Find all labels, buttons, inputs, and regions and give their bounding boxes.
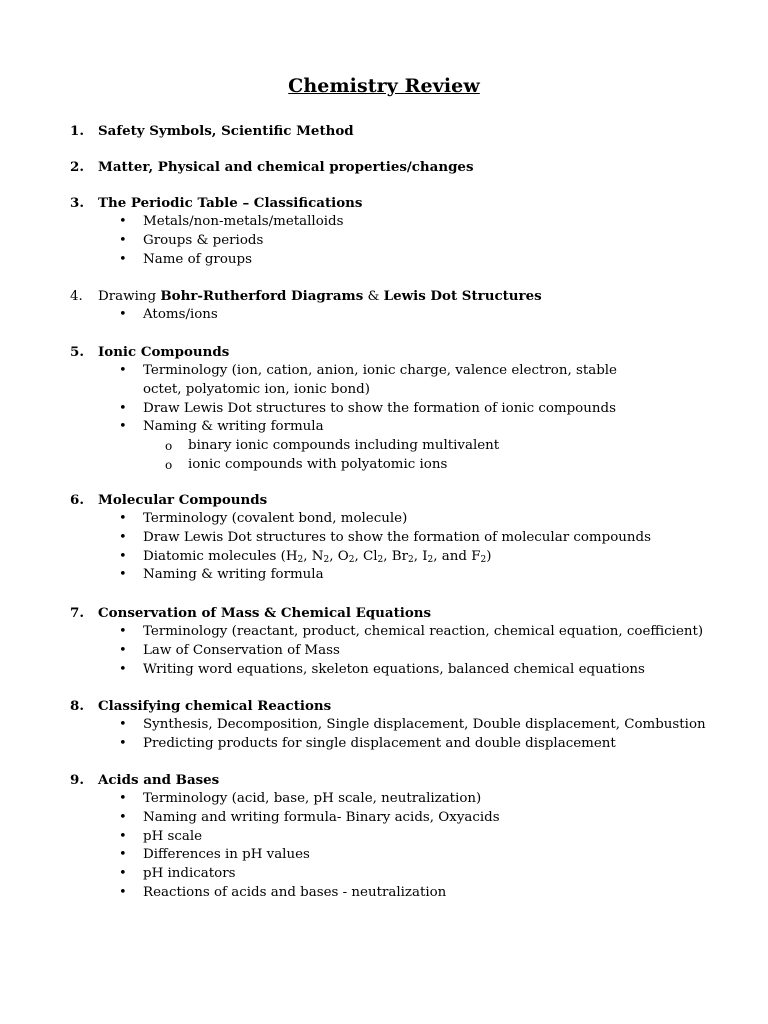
section-4 (0, 287, 768, 325)
section-8 (0, 697, 768, 754)
bullet-icon: • (119, 214, 127, 229)
bullet-icon: • (119, 717, 127, 732)
section-number: 8. (70, 698, 84, 714)
list-item: • Predicting products for single displacement and double displacement (0, 735, 768, 754)
bullet-icon: • (119, 232, 127, 248)
section-number: 6. (70, 492, 84, 508)
section-heading: Safety Symbols, Scientific Method (98, 123, 354, 139)
bullet-icon: • (119, 661, 127, 677)
sub-list-item: o ionic compounds with polyatomic ions (0, 456, 768, 475)
list-item: • Atoms/ions (0, 306, 768, 325)
section-6 (0, 491, 768, 585)
section-2 (0, 158, 768, 177)
section-number: 5. (70, 344, 84, 360)
list-item: • Terminology (covalent bond, molecule) (0, 510, 768, 529)
section-number: 1. (70, 123, 84, 139)
bullet-icon: • (119, 400, 127, 416)
section-number: 2. (70, 159, 84, 175)
bullet-icon: • (119, 511, 127, 526)
document-title: Chemistry Review (288, 75, 480, 97)
section-heading: Conservation of Mass & Chemical Equations (98, 605, 432, 621)
list-item: • Law of Conservation of Mass (0, 642, 768, 661)
diatomic-text: Diatomic molecules ($H_2$, $N_2$, $O_2$, $Cl_2$, $Br_2$, $I_2$, and $F_2$) (143, 548, 492, 565)
list-item: • Groups & periods (0, 232, 768, 251)
list-item: • Naming & writing formula (0, 418, 768, 437)
section-7 (0, 604, 768, 679)
bullet-icon: • (119, 419, 127, 435)
section-number: 4. (70, 289, 83, 304)
list-item: • Differences in pH values (0, 846, 768, 865)
bullet-icon: • (119, 847, 127, 863)
section-heading: Molecular Compounds (98, 492, 268, 508)
bullet-icon: • (119, 809, 127, 825)
bullet-icon: • (119, 791, 127, 806)
list-item: • Synthesis, Decomposition, Single displacement, Double displacement, Combustion (0, 716, 768, 735)
section-heading: Drawing Bohr-Rutherford Diagrams & Lewis Dot Structures (98, 288, 542, 304)
list-item: • pH scale (0, 828, 768, 847)
bullet-icon: • (119, 251, 127, 267)
list-item (0, 548, 768, 567)
list-item: • Terminology (reactant, product, chemical reaction, chemical equation, coefficient) (0, 623, 768, 642)
bullet-icon: • (119, 307, 127, 322)
list-item: • Draw Lewis Dot structures to show the formation of molecular compounds (0, 529, 768, 548)
section-3 (0, 194, 768, 269)
list-item: • Reactions of acids and bases - neutralization (0, 884, 768, 903)
section-1 (0, 122, 768, 141)
bullet-icon: • (119, 735, 127, 751)
bullet-icon: • (119, 624, 127, 639)
bullet-icon: • (119, 866, 127, 882)
section-number: 3. (70, 195, 84, 211)
list-item: • Naming & writing formula (0, 566, 768, 585)
bullet-icon: • (119, 828, 127, 844)
section-number: 9. (70, 772, 84, 788)
circle-bullet-icon: o (165, 439, 173, 454)
section-heading: Ionic Compounds (98, 344, 230, 360)
bullet-icon: • (119, 884, 127, 900)
bullet-icon: • (119, 642, 127, 658)
list-item: • Terminology (acid, base, pH scale, neutralization) (0, 790, 768, 809)
bullet-icon: • (119, 548, 127, 564)
list-item: • Draw Lewis Dot structures to show the formation of ionic compounds (0, 400, 768, 419)
list-item: • pH indicators (0, 865, 768, 884)
section-heading: Classifying chemical Reactions (98, 698, 332, 714)
section-heading: The Periodic Table – Classifications (98, 195, 363, 211)
list-item: • Naming and writing formula- Binary acids, Oxyacids (0, 809, 768, 828)
sub-list-item: o binary ionic compounds including multivalent (0, 437, 768, 456)
section-heading: Acids and Bases (98, 772, 220, 788)
bullet-icon: • (119, 567, 127, 583)
list-item: • Name of groups (0, 251, 768, 270)
list-item: • Terminology (ion, cation, anion, ionic charge, valence electron, stable octet, polyatomic ion, ionic bond) (119, 363, 617, 397)
list-item: • Metals/non-metals/metalloids (0, 213, 768, 232)
section-heading: Matter, Physical and chemical properties/changes (98, 159, 474, 175)
section-9 (0, 771, 768, 903)
circle-bullet-icon: o (165, 457, 173, 472)
bullet-icon: • (119, 363, 127, 378)
section-number: 7. (70, 605, 84, 621)
section-5 (0, 343, 768, 475)
list-item: • Writing word equations, skeleton equations, balanced chemical equations (0, 661, 768, 680)
bullet-icon: • (119, 529, 127, 545)
